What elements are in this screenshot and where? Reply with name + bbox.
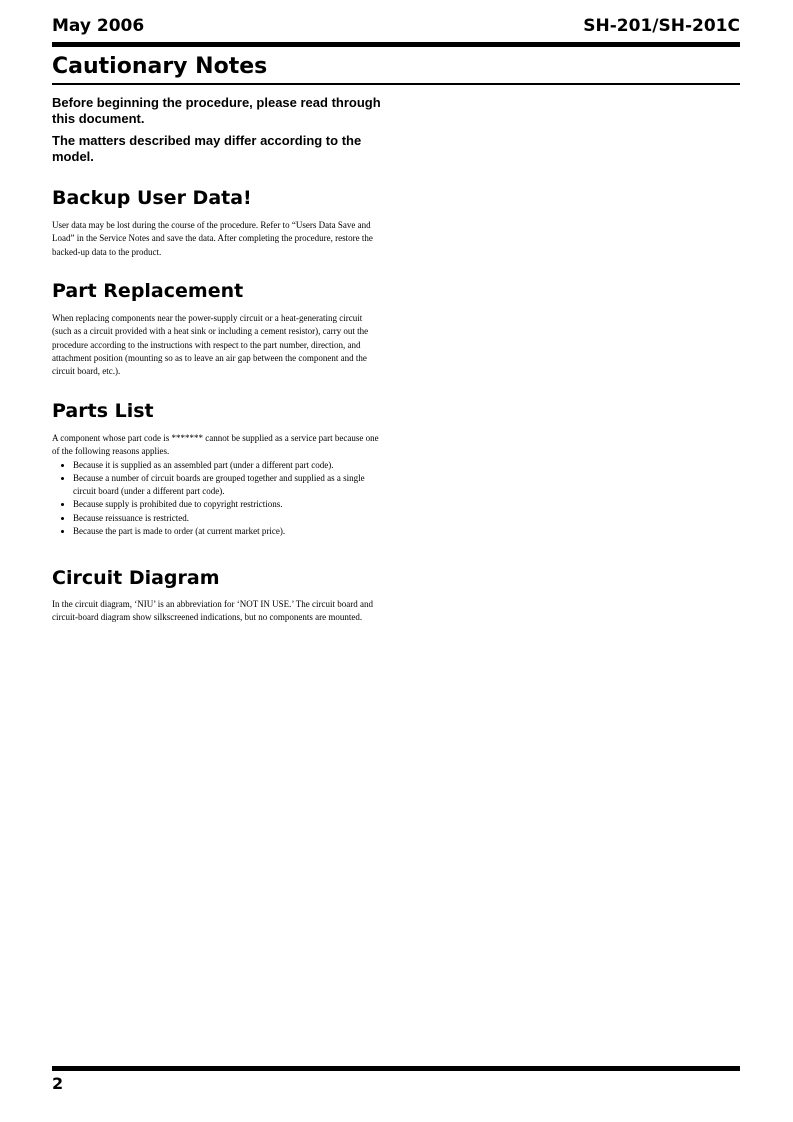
page-number: 2 [52, 1074, 64, 1093]
section-title-parts: Parts List [52, 400, 154, 422]
list-item: • Because a number of circuit boards are grouped together and supplied as a single circuit board (under a different part code). [73, 472, 380, 499]
footer-rule [52, 1066, 740, 1071]
page-header [52, 14, 740, 38]
page-title: Cautionary Notes [52, 54, 268, 79]
list-item: • Because supply is prohibited due to copyright restrictions. [73, 498, 380, 511]
section-text-parts: A component whose part code is ******* cannot be supplied as a service part because one of the following reasons applies. [52, 433, 379, 457]
title-rule [52, 83, 740, 85]
section-text-backup: User data may be lost during the course of the procedure. Refer to “Users Data Save and Load” in the Service Notes and save the data. After completing the procedure, restore the backed-up data to the product. [52, 220, 373, 257]
lead-paragraph-1: Before beginning the procedure, please read through this document. [52, 95, 381, 126]
section-title-circuit: Circuit Diagram [52, 567, 220, 589]
header-date: May 2006 [52, 16, 145, 36]
parts-reasons-list [52, 459, 380, 539]
lead-paragraph-2: The matters described may differ according to the model. [52, 133, 362, 164]
header-rule [52, 42, 740, 47]
list-item: • Because it is supplied as an assembled part (under a different part code). [73, 459, 380, 472]
header-model: SH-201/SH-201C [583, 16, 740, 36]
section-title-replacement: Part Replacement [52, 280, 244, 302]
section-parts-body [52, 432, 380, 538]
section-text-replacement: When replacing components near the power-supply circuit or a heat-generating circuit (such as a circuit provided with a heat sink or including a cement resistor), carry out the procedure according to the instructions with respect to the part number, direction, and attachment position (mounting so as to leave an air gap between the component and the circuit board, etc.). [52, 313, 369, 377]
list-item: • Because reissuance is restricted. [73, 512, 380, 525]
list-item: • Because the part is made to order (at current market price). [73, 525, 380, 538]
section-text-circuit: In the circuit diagram, ‘NIU’ is an abbreviation for ‘NOT IN USE.’ The circuit board and circuit-board diagram show silkscreened indications, but no components are mounted. [52, 599, 373, 623]
section-title-backup: Backup User Data! [52, 187, 252, 209]
